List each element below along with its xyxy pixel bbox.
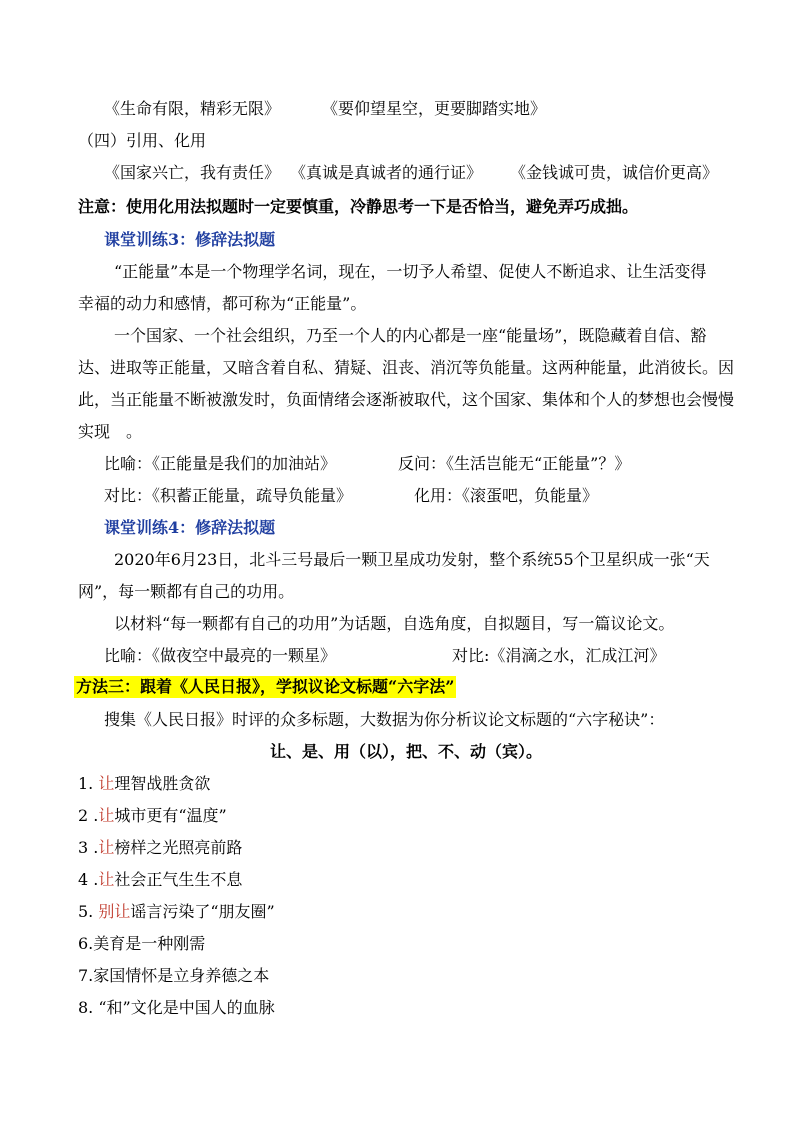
list-keyword: 让 [98,838,115,857]
list-text: 城市更有“温度” [114,806,227,825]
paragraph-1-line-1: “正能量”本是一个物理学名词，现在，一切予人希望、促使人不断追求、让生活变得 [114,262,707,281]
list-item: 6.美育是一种刚需 [78,934,206,953]
training-3-title: 课堂训练3：修辞法拟题 [104,230,276,249]
paragraph-3-line-1: 2020年6月23日，北斗三号最后一颗卫星成功发射，整个系统55个卫星织成一张“天 [114,550,710,569]
example-contrast: 对比：《积蓄正能量，疏导负能量》 [104,486,353,505]
list-keyword: 让 [98,774,115,793]
paragraph-2-line-3: 此，当正能量不断被激发时，负面情绪会逐渐被取代，这个国家、集体和个人的梦想也会慢慢 [78,390,735,409]
paragraph-5: 搜集《人民日报》时评的众多标题，大数据为你分析议论文标题的“六字秘诀”： [104,710,665,729]
list-item [78,805,227,827]
training-4-title: 课堂训练4：修辞法拟题 [104,518,276,537]
method-3-heading: 方法三：跟着《人民日报》，学拟议论文标题“六字法” [76,677,455,696]
list-item [78,901,275,923]
title-example-4: 《真诚是真诚者的通行证》 [290,163,483,182]
example-rhetorical-question: 反问：《生活岂能无“正能量”？》 [398,454,631,473]
list-number: 4 . [78,870,99,889]
list-number: 5. [78,902,99,921]
list-item [78,869,242,891]
list-text: 榜样之光照亮前路 [114,838,243,857]
list-number: 3 . [78,838,99,857]
list-item: 7.家国情怀是立身养德之本 [78,966,270,985]
paragraph-3-line-2: 网”，每一颗都有自己的功用。 [78,582,295,601]
list-keyword: 别让 [98,902,131,921]
title-example-2: 《要仰望星空，更要脚踏实地》 [322,99,547,118]
list-keyword: 让 [98,870,115,889]
list-item: 8. “和”文化是中国人的血脉 [78,998,275,1017]
title-example-5: 《金钱诚可贵，诚信价更高》 [510,163,719,182]
list-item [78,837,242,859]
list-item [78,773,210,795]
paragraph-2-line-1: 一个国家、一个社会组织，乃至一个人的内心都是一座“能量场”，既隐藏着自信、豁 [114,326,707,345]
example-metaphor-2: 比喻：《做夜空中最亮的一颗星》 [104,646,337,665]
title-example-1: 《生命有限，精彩无限》 [104,99,281,118]
example-metaphor: 比喻：《正能量是我们的加油站》 [104,454,337,473]
title-example-3: 《国家兴亡，我有责任》 [104,163,281,182]
list-number: 2 . [78,806,99,825]
list-number: 1. [78,774,99,793]
list-text: 理智战胜贪欲 [114,774,211,793]
note-warning: 注意：使用化用法拟题时一定要慎重，冷静思考一下是否恰当，避免弄巧成拙。 [78,197,639,216]
paragraph-4: 以材料“每一颗都有自己的功用”为话题，自选角度，自拟题目，写一篇议论文。 [114,614,675,633]
example-adaptation: 化用：《滚蛋吧，负能量》 [414,486,599,505]
paragraph-1-line-2: 幸福的动力和感情，都可称为“正能量”。 [78,294,367,313]
list-text: 谣言污染了“朋友圈” [130,902,275,921]
list-keyword: 让 [98,806,115,825]
paragraph-2-line-4: 实现 。 [78,422,143,441]
six-word-formula: 让、是、用（以），把、不、动（宾）。 [270,742,543,761]
paragraph-2-line-2: 达、进取等正能量，又暗含着自私、猜疑、沮丧、消沉等负能量。这两种能量，此消彼长。因 [78,358,735,377]
example-contrast-2: 对比:《涓滴之水，汇成江河》 [452,646,666,665]
list-text: 社会正气生生不息 [114,870,243,889]
section-heading-quote: （四）引用、化用 [78,131,207,150]
